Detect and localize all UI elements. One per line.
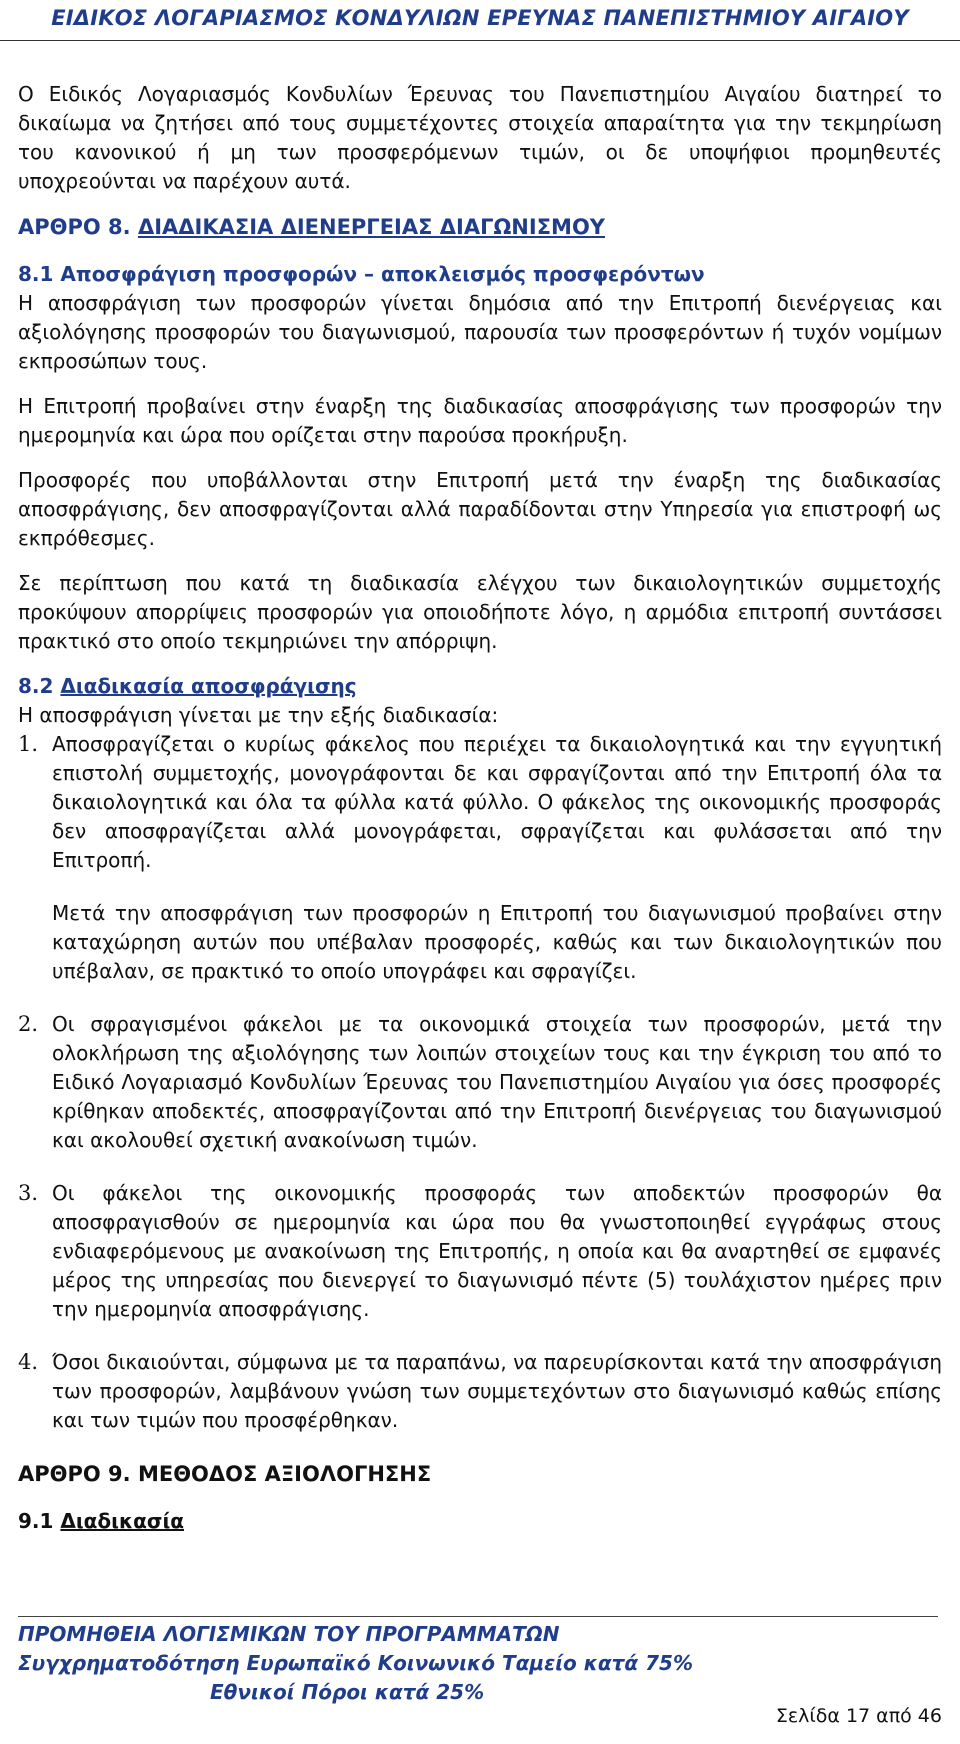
page-footer <box>18 1620 938 1707</box>
footer-national-resources: Εθνικοί Πόροι κατά 25% <box>210 1680 485 1704</box>
list-item-number: 3. <box>18 1181 39 1205</box>
footer-funding-line: Συγχρηματοδότηση Ευρωπαϊκό Κοινωνικό Ταμείο κατά 75% <box>18 1651 693 1675</box>
page-number: Σελίδα 17 από 46 <box>775 1705 942 1727</box>
section-8-2-intro: Η αποσφράγιση γίνεται με την εξής διαδικασία: <box>18 703 499 727</box>
list-item-number: 1. <box>18 732 39 756</box>
article-8-title: ΔΙΑΔΙΚΑΣΙΑ ΔΙΕΝΕΡΓΕΙΑΣ ΔΙΑΓΩΝΙΣΜΟΥ <box>137 215 605 239</box>
article-9-heading: ΑΡΘΡΟ 9. ΜΕΘΟΔΟΣ ΑΞΙΟΛΟΓΗΣΗΣ <box>18 1462 432 1486</box>
section-8-1-paragraph-2: Η Επιτροπή προβαίνει στην έναρξη της διαδικασίας αποσφράγισης των προσφορών την ημερομηνία και ώρα που ορίζεται στην παρούσα προκήρυξη. <box>18 394 942 447</box>
intro-paragraph: Ο Ειδικός Λογαριασμός Κονδυλίων Έρευνας του Πανεπιστημίου Αιγαίου διατηρεί το δικαίωμα να ζητήσει από τους συμμετέχοντες στοιχεία απαραίτητα για την τεκμηρίωση του κανονικού ή μη των προσφερόμενων τιμών, οι δε υποψήφιοι προμηθευτές υποχρεούνται να παρέχουν αυτά. <box>18 82 942 193</box>
section-8-1-paragraph-4: Σε περίπτωση που κατά τη διαδικασία ελέγχου των δικαιολογητικών συμμετοχής προκύψουν απορρίψεις προσφορών για οποιοδήποτε λόγο, η αρμόδια επιτροπή συντάσσει πρακτικό στο οποίο τεκμηριώνει την απόρριψη. <box>18 571 942 653</box>
footer-project-title: ΠΡΟΜΗΘΕΙΑ ΛΟΓΙΣΜΙΚΩΝ ΤΟΥ ΠΡΟΓΡΑΜΜΑΤΩΝ <box>18 1622 560 1646</box>
list-item-text: Οι φάκελοι της οικονομικής προσφοράς των αποδεκτών προσφορών θα αποσφραγισθούν σε ημερομηνία και ώρα που θα γνωστοποιηθεί εγγράφως στους ενδιαφερόμενους με ανακοίνωση της Επιτροπής, η οποία και θα αναρτηθεί σε εμφανές μέρος της υπηρεσίας που διενεργεί το διαγωνισμό πέντε (5) τουλάχιστον ημέρες πριν την ημερομηνία αποσφράγισης. <box>52 1181 942 1321</box>
list-item <box>18 1010 942 1155</box>
section-8-2-heading <box>18 672 942 701</box>
article-8-heading <box>18 212 942 242</box>
header-divider <box>0 40 960 41</box>
list-item-text: Μετά την αποσφράγιση των προσφορών η Επιτροπή του διαγωνισμού προβαίνει στην καταχώρηση αυτών που υπέβαλαν προσφορές, καθώς και των δικαιολογητικών που υπέβαλαν, σε πρακτικό το οποίο υπογράφει και σφραγίζει. <box>52 901 942 983</box>
section-9-1-number: 9.1 <box>18 1509 61 1533</box>
section-8-2-number: 8.2 <box>18 674 61 698</box>
list-item-text: Όσοι δικαιούνται, σύμφωνα με τα παραπάνω, να παρευρίσκονται κατά την αποσφράγιση των προσφορών, λαμβάνουν γνώση των συμμετεχόντων στο διαγωνισμό καθώς επίσης και των τιμών που προσφέρθηκαν. <box>52 1350 942 1432</box>
footer-divider <box>18 1616 938 1617</box>
header-title: ΕΙΔΙΚΟΣ ΛΟΓΑΡΙΑΣΜΟΣ ΚΟΝΔΥΛΙΩΝ ΕΡΕΥΝΑΣ ΠΑΝΕΠΙΣΤΗΜΙΟΥ ΑΙΓΑΙΟΥ <box>51 6 909 30</box>
section-8-1-paragraph-3: Προσφορές που υποβάλλονται στην Επιτροπή μετά την έναρξη της διαδικασίας αποσφράγισης, δεν αποσφραγίζονται αλλά παραδίδονται στην Υπηρεσία για επιστροφή ως εκπρόθεσμες. <box>18 468 942 550</box>
list-item-text: Οι σφραγισμένοι φάκελοι με τα οικονομικά στοιχεία των προσφορών, μετά την ολοκλήρωση της αξιολόγησης των λοιπών στοιχείων τους και την έγκριση του από το Ειδικό Λογαριασμό Κονδυλίων Έρευνας του Πανεπιστημίου Αιγαίου για όσες προσφορές κρίθηκαν αποδεκτές, αποσφραγίζονται από την Επιτροπή διενέργειας του διαγωνισμού και ακολουθεί σχετική ανακοίνωση τιμών. <box>52 1012 942 1152</box>
section-8-2-title: Διαδικασία αποσφράγισης <box>60 674 357 698</box>
document-body <box>18 80 942 1536</box>
section-9-1-heading <box>18 1507 942 1536</box>
list-item-text: Αποσφραγίζεται ο κυρίως φάκελος που περιέχει τα δικαιολογητικά και την εγγυητική επιστολή συμμετοχής, μονογράφονται δε και σφραγίζονται από την Επιτροπή όλα τα δικαιολογητικά και όλα τα φύλλα κατά φύλλο. Ο φάκελος της οικονομικής προσφοράς δεν αποσφραγίζεται αλλά μονογράφεται, σφραγίζεται και φυλάσσεται από την Επιτροπή. <box>52 732 942 872</box>
section-9-1-title: Διαδικασία <box>60 1509 185 1533</box>
list-item <box>18 1348 942 1435</box>
article-8-prefix: ΑΡΘΡΟ 8. <box>18 215 138 239</box>
list-item-number: 2. <box>18 1012 39 1036</box>
list-item <box>18 1179 942 1324</box>
list-item <box>18 730 942 986</box>
section-8-1-heading: 8.1 Αποσφράγιση προσφορών – αποκλεισμός προσφερόντων <box>18 262 705 286</box>
list-item-number: 4. <box>18 1350 39 1374</box>
section-8-1-paragraph-1: Η αποσφράγιση των προσφορών γίνεται δημόσια από την Επιτροπή διενέργειας και αξιολόγησης προσφορών του διαγωνισμού, παρουσία των προσφερόντων ή τυχόν νομίμων εκπροσώπων τους. <box>18 291 942 373</box>
